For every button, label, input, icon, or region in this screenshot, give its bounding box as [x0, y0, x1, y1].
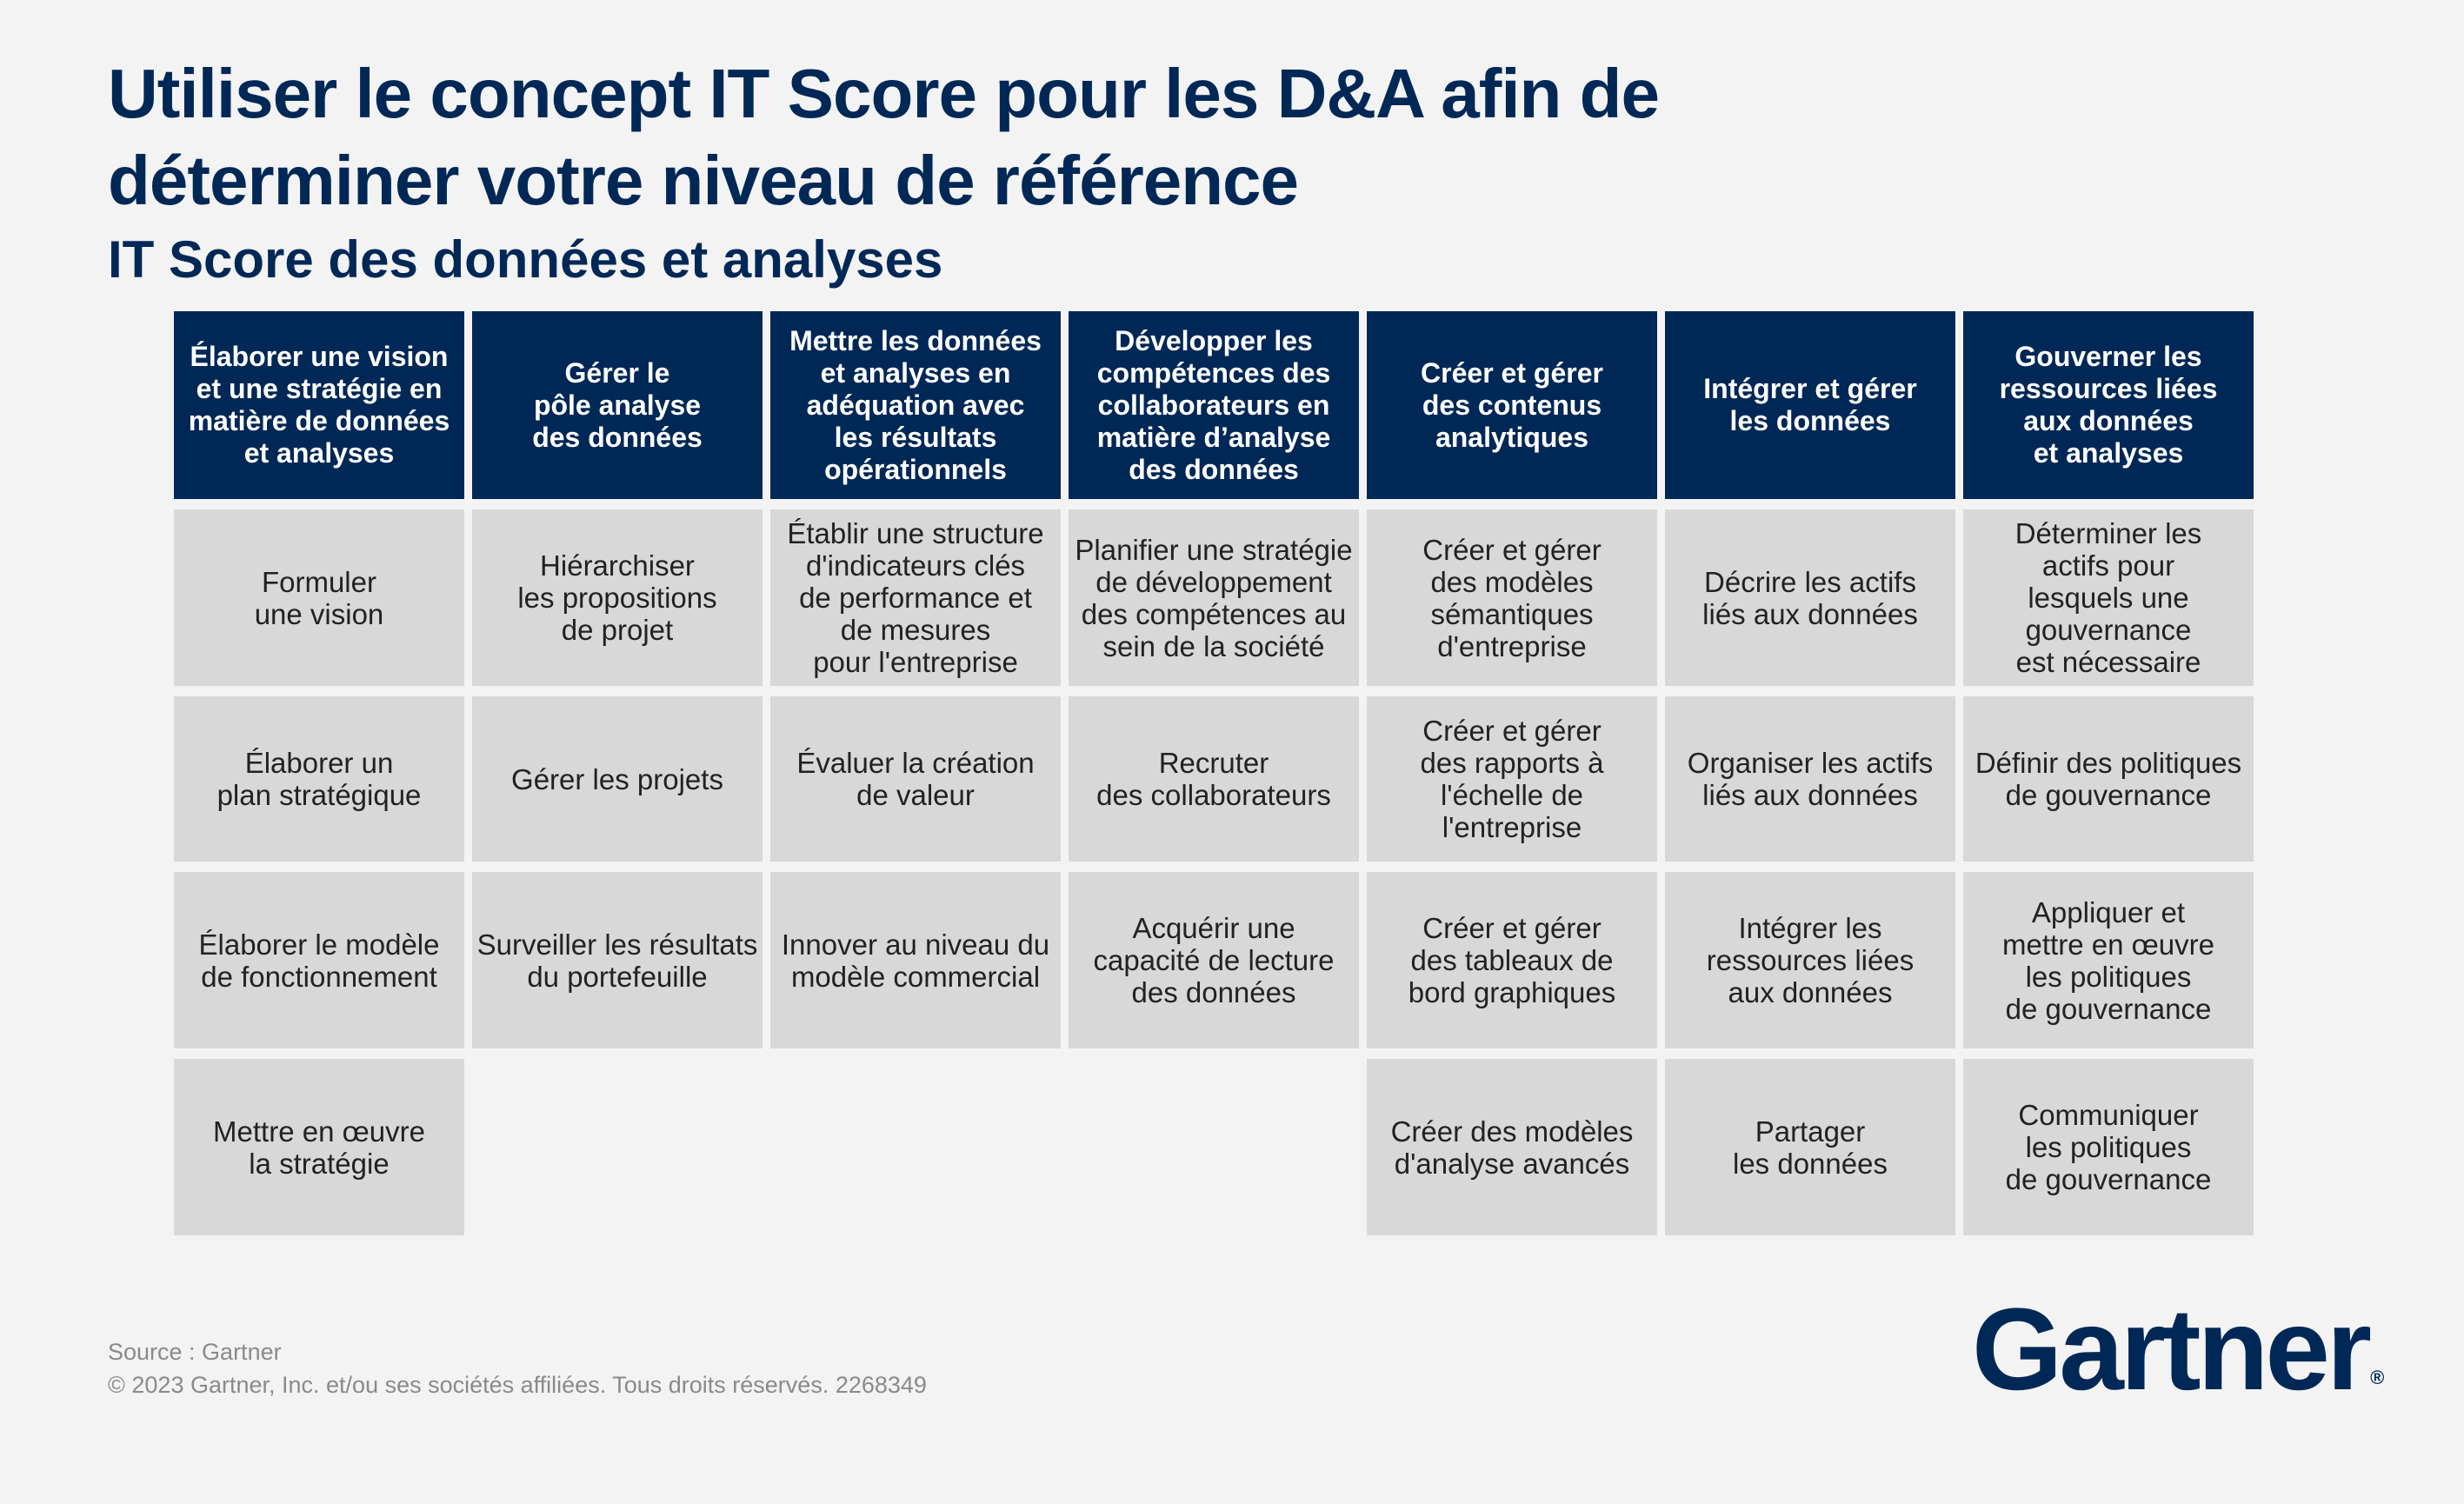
matrix-cell: Déterminer les actifs pour lesquels une gouvernance est nécessaire — [1963, 509, 2254, 686]
matrix-cell: Partager les données — [1665, 1059, 1955, 1235]
page-title — [108, 50, 2194, 224]
column-header-people-skills: Développer les compétences des collaborateurs en matière d’analyse des données — [1069, 311, 1359, 499]
page-subtitle: IT Score des données et analyses — [108, 230, 943, 289]
page-title-line-1: Utiliser le concept IT Score pour les D&A afin de — [108, 55, 1660, 132]
column-header-analytics-content: Créer et gérer des contenus analytiques — [1367, 311, 1657, 499]
matrix-cell: Élaborer un plan stratégique — [174, 696, 464, 862]
matrix-cell: Acquérir une capacité de lecture des données — [1069, 872, 1359, 1048]
matrix-cell: Communiquer les politiques de gouvernance — [1963, 1059, 2254, 1235]
matrix-cell-empty — [472, 1059, 763, 1235]
source-line: Source : Gartner — [108, 1339, 282, 1365]
column-header-data-integration: Intégrer et gérer les données — [1665, 311, 1955, 499]
matrix-cell: Créer et gérer des modèles sémantiques d'entreprise — [1367, 509, 1657, 686]
matrix-cell: Intégrer les ressources liées aux données — [1665, 872, 1955, 1048]
matrix-cell: Définir des politiques de gouvernance — [1963, 696, 2254, 862]
column-header-analytics-hub: Gérer le pôle analyse des données — [472, 311, 763, 499]
column-header-business-outcomes: Mettre les données et analyses en adéquation avec les résultats opérationnels — [770, 311, 1061, 499]
matrix-cell-empty — [770, 1059, 1061, 1235]
matrix-cell: Décrire les actifs liés aux données — [1665, 509, 1955, 686]
matrix-cell: Appliquer et mettre en œuvre les politiques de gouvernance — [1963, 872, 2254, 1048]
matrix-cell: Créer des modèles d'analyse avancés — [1367, 1059, 1657, 1235]
matrix-cell: Hiérarchiser les propositions de projet — [472, 509, 763, 686]
matrix-cell: Créer et gérer des rapports à l'échelle de l'entreprise — [1367, 696, 1657, 862]
matrix-cell: Formuler une vision — [174, 509, 464, 686]
matrix-cell: Innover au niveau du modèle commercial — [770, 872, 1061, 1048]
column-header-governance: Gouverner les ressources liées aux données et analyses — [1963, 311, 2254, 499]
logo-wordmark: Gartner — [1972, 1285, 2369, 1414]
column-header-vision-strategy: Élaborer une vision et une stratégie en matière de données et analyses — [174, 311, 464, 499]
gartner-logo — [1972, 1285, 2385, 1414]
matrix-cell: Recruter des collaborateurs — [1069, 696, 1359, 862]
matrix-cell: Planifier une stratégie de développement des compétences au sein de la société — [1069, 509, 1359, 686]
it-score-matrix — [174, 311, 2257, 1233]
matrix-cell: Surveiller les résultats du portefeuille — [472, 872, 763, 1048]
registered-mark: ® — [2370, 1367, 2385, 1388]
footer-source — [108, 1335, 927, 1401]
matrix-cell: Créer et gérer des tableaux de bord graphiques — [1367, 872, 1657, 1048]
matrix-cell: Mettre en œuvre la stratégie — [174, 1059, 464, 1235]
copyright-line: © 2023 Gartner, Inc. et/ou ses sociétés affiliées. Tous droits réservés. 2268349 — [108, 1372, 927, 1398]
matrix-cell: Gérer les projets — [472, 696, 763, 862]
matrix-cell: Évaluer la création de valeur — [770, 696, 1061, 862]
matrix-cell-empty — [1069, 1059, 1359, 1235]
matrix-cell: Établir une structure d'indicateurs clés de performance et de mesures pour l'entreprise — [770, 509, 1061, 686]
matrix-cell: Organiser les actifs liés aux données — [1665, 696, 1955, 862]
page-title-line-2: déterminer votre niveau de référence — [108, 142, 1299, 219]
matrix-cell: Élaborer le modèle de fonctionnement — [174, 872, 464, 1048]
